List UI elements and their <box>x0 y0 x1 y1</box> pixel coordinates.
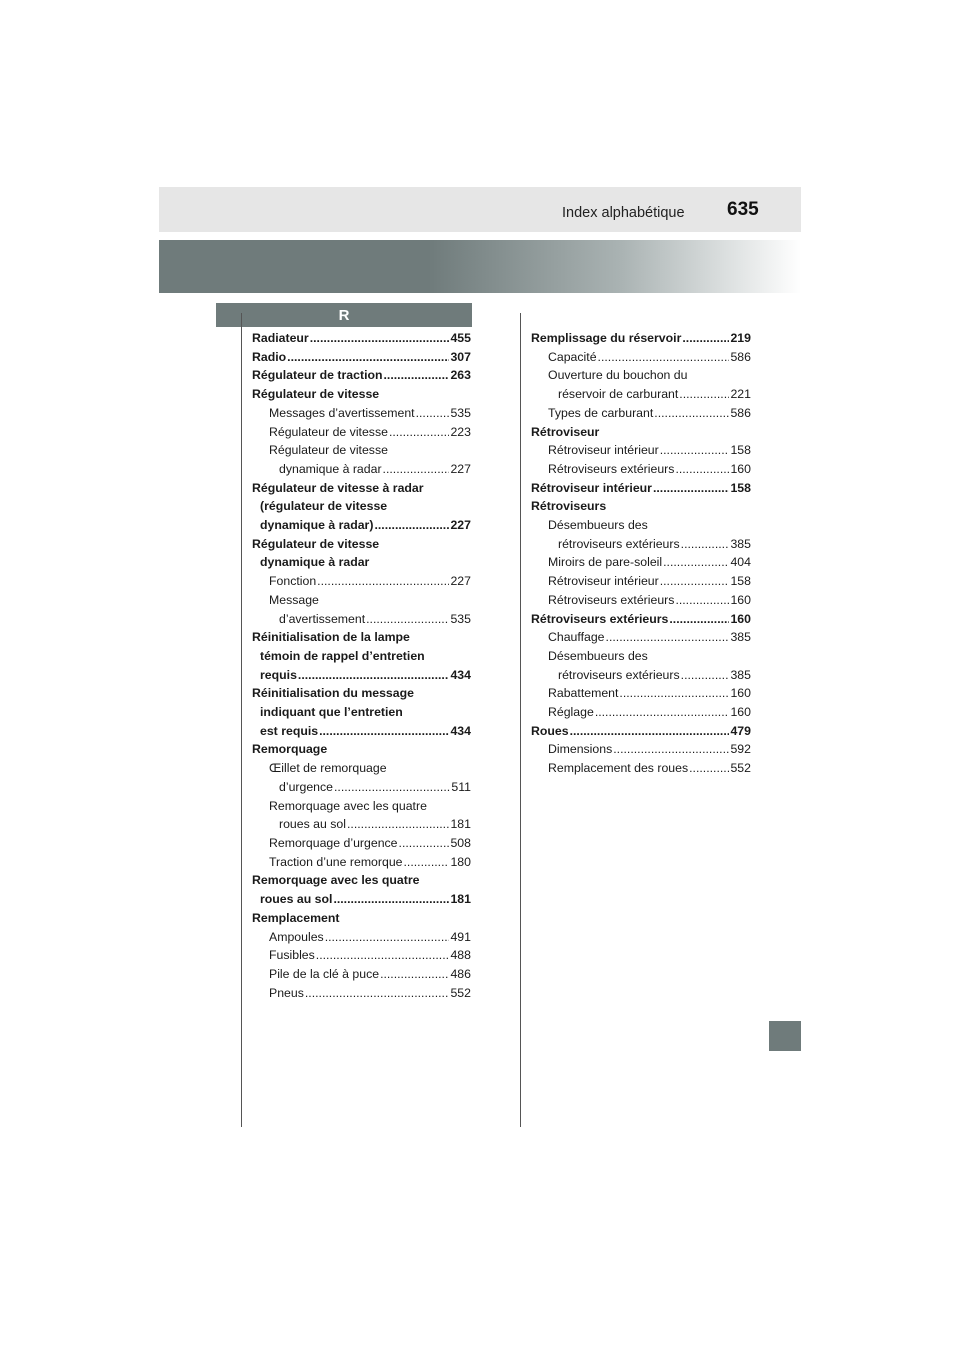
index-entry <box>252 647 471 666</box>
index-entry-page: 227 <box>450 574 471 589</box>
index-entry-page: 434 <box>450 667 471 682</box>
index-entry <box>252 984 471 1003</box>
index-entry-term: Remorquage d’urgence <box>269 835 398 850</box>
index-entry-term: (régulateur de vitesse <box>260 499 388 514</box>
index-entry-term: est requis <box>260 723 319 738</box>
index-entry-term: Radiateur <box>252 331 309 345</box>
index-entry-term: Rétroviseur intérieur <box>548 443 659 458</box>
dot-leader <box>598 348 730 367</box>
index-entry-page: 223 <box>450 424 471 439</box>
dot-leader <box>383 460 450 479</box>
index-entry <box>531 740 751 759</box>
index-entry <box>252 703 471 722</box>
index-entry <box>531 535 751 554</box>
dot-leader <box>389 423 450 442</box>
header-bar <box>159 187 801 232</box>
index-entry-term: Rétroviseurs <box>531 499 607 514</box>
index-entry-page: 385 <box>730 630 751 645</box>
index-entry-term: Désembueurs des <box>548 648 648 663</box>
index-entry-term: Régulateur de vitesse <box>252 536 380 551</box>
index-entry-term: Régulateur de vitesse <box>269 443 388 458</box>
index-entry-term: Capacité <box>548 349 597 364</box>
index-entry-term: Désembueurs des <box>548 518 648 533</box>
column-divider-right <box>520 313 521 1127</box>
dot-leader <box>669 610 729 629</box>
dot-leader <box>366 610 449 629</box>
index-entry <box>252 759 471 778</box>
index-entry <box>531 366 751 385</box>
letter-heading: R <box>216 303 472 327</box>
index-entry-term: Chauffage <box>548 630 605 645</box>
dot-leader <box>310 329 450 348</box>
dot-leader <box>404 853 450 872</box>
index-entry-page: 586 <box>730 405 751 420</box>
index-entry-page: 552 <box>450 985 471 1000</box>
index-entry-term: Remorquage <box>252 742 328 757</box>
index-entry-page: 535 <box>450 405 471 420</box>
index-entry-term: Ampoules <box>269 929 324 944</box>
index-entry <box>531 759 751 778</box>
index-entry-term: Radio <box>252 349 287 364</box>
index-entry <box>252 479 471 498</box>
index-entry <box>531 628 751 647</box>
index-entry-term: Types de carburant <box>548 405 654 420</box>
index-entry-page: 479 <box>730 723 751 738</box>
index-entry <box>252 684 471 703</box>
index-entry <box>252 553 471 572</box>
dot-leader <box>416 404 450 423</box>
index-entry-term: Œillet de remorquage <box>269 761 387 776</box>
index-entry <box>252 591 471 610</box>
dot-leader <box>682 329 729 348</box>
index-entry-page: 434 <box>450 723 471 738</box>
index-entry <box>252 628 471 647</box>
index-entry-term: Remplacement des roues <box>548 761 689 776</box>
index-entry-page: 160 <box>730 461 751 476</box>
index-entry-term: Rétroviseurs extérieurs <box>531 611 669 626</box>
dot-leader <box>679 385 729 404</box>
index-entry-term: indiquant que l’entretien <box>260 705 403 720</box>
index-entry <box>531 572 751 591</box>
index-entry <box>252 404 471 423</box>
index-entry-page: 552 <box>730 761 751 776</box>
index-entry-term: Ouverture du bouchon du <box>548 368 688 383</box>
index-entry <box>252 740 471 759</box>
index-entry-term: Rétroviseur <box>531 424 600 439</box>
index-entry-page: 491 <box>450 929 471 944</box>
index-entry <box>252 516 471 535</box>
index-entry-page: 307 <box>450 349 471 364</box>
index-entry <box>252 497 471 516</box>
index-entry <box>252 329 471 348</box>
dot-leader <box>653 479 730 498</box>
column-divider-left <box>241 313 242 1127</box>
index-entry-term: Rétroviseur intérieur <box>548 574 659 589</box>
decorative-band <box>159 240 801 293</box>
dot-leader <box>675 591 729 610</box>
dot-leader <box>660 572 730 591</box>
index-entry-term: roues au sol <box>279 817 346 832</box>
index-entry <box>252 909 471 928</box>
index-entry <box>252 366 471 385</box>
dot-leader <box>334 778 450 797</box>
index-entry-term: Message <box>269 592 319 607</box>
index-entry-page: 227 <box>450 461 471 476</box>
index-entry-page: 511 <box>451 779 471 794</box>
index-entry-page: 160 <box>730 686 751 701</box>
index-entry <box>252 610 471 629</box>
chapter-tab <box>769 1021 801 1051</box>
index-entry <box>252 890 471 909</box>
index-entry <box>531 516 751 535</box>
index-entry <box>531 385 751 404</box>
index-entry-page: 181 <box>450 817 471 832</box>
index-entry-page: 385 <box>730 536 751 551</box>
index-entry <box>252 871 471 890</box>
index-entry <box>252 535 471 554</box>
index-entry <box>531 684 751 703</box>
index-entry-term: Rétroviseurs extérieurs <box>548 592 675 607</box>
index-entry-page: 404 <box>730 555 751 570</box>
index-entry <box>531 647 751 666</box>
dot-leader <box>380 965 449 984</box>
index-entry-page: 486 <box>450 966 471 981</box>
dot-leader <box>619 684 729 703</box>
index-entry <box>252 348 471 367</box>
index-entry <box>531 553 751 572</box>
dot-leader <box>333 890 449 909</box>
dot-leader <box>316 946 450 965</box>
index-entry-term: rétroviseurs extérieurs <box>558 536 680 551</box>
index-entry <box>252 722 471 741</box>
index-entry-term: dynamique à radar <box>279 461 382 476</box>
index-entry-page: 488 <box>450 948 471 963</box>
index-entry-term: réservoir de carburant <box>558 387 679 402</box>
index-entry-term: Roues <box>531 723 569 738</box>
dot-leader <box>681 666 730 685</box>
index-entry-term: Réglage <box>548 705 594 720</box>
dot-leader <box>287 348 449 367</box>
index-entry-term: d’urgence <box>279 779 334 794</box>
index-entry <box>531 666 751 685</box>
index-entry-term: requis <box>260 667 297 682</box>
index-entry <box>531 703 751 722</box>
index-entry-page: 263 <box>450 368 471 383</box>
index-entry <box>252 946 471 965</box>
index-entry <box>531 404 751 423</box>
index-entry-page: 592 <box>730 742 751 757</box>
index-entry-term: Régulateur de vitesse <box>252 387 380 402</box>
index-entry-page: 158 <box>730 574 751 589</box>
index-entry-page: 221 <box>730 387 751 402</box>
index-entry-page: 160 <box>730 611 751 626</box>
index-entry <box>531 460 751 479</box>
index-entry-term: Réinitialisation de la lampe <box>252 630 410 645</box>
index-entry-term: Régulateur de vitesse <box>269 424 388 439</box>
index-entry-page: 180 <box>450 854 471 869</box>
index-entry-term: Remplissage du réservoir <box>531 331 682 345</box>
dot-leader <box>325 928 450 947</box>
index-entry <box>252 572 471 591</box>
index-entry-term: Pile de la clé à puce <box>269 966 380 981</box>
dot-leader <box>570 722 730 741</box>
index-entry <box>252 797 471 816</box>
dot-leader <box>606 628 730 647</box>
index-entry-page: 385 <box>730 667 751 682</box>
index-entry-page: 586 <box>730 349 751 364</box>
index-entry <box>531 591 751 610</box>
index-entry-term: dynamique à radar <box>260 555 370 570</box>
index-entry-term: témoin de rappel d’entretien <box>260 648 425 663</box>
index-entry-term: Remorquage avec les quatre <box>252 873 420 888</box>
index-entry <box>531 348 751 367</box>
index-entry-term: Messages d’avertissement <box>269 405 415 420</box>
dot-leader <box>374 516 449 535</box>
index-entry-term: Rétroviseur intérieur <box>531 480 652 495</box>
index-entry <box>531 329 751 348</box>
index-entry <box>252 928 471 947</box>
dot-leader <box>660 441 730 460</box>
index-entry-page: 227 <box>450 518 471 533</box>
index-entry-term: Fonction <box>269 574 317 589</box>
index-entry-term: Miroirs de pare-soleil <box>548 555 663 570</box>
dot-leader <box>399 834 450 853</box>
dot-leader <box>347 815 449 834</box>
index-entry-term: Réinitialisation du message <box>252 686 414 701</box>
dot-leader <box>384 366 450 385</box>
index-entry-term: Remorquage avec les quatre <box>269 798 427 813</box>
index-entry <box>252 778 471 797</box>
index-entry-page: 219 <box>730 331 751 345</box>
index-entry <box>252 385 471 404</box>
index-column-left <box>252 329 471 1002</box>
index-entry-page: 508 <box>450 835 471 850</box>
index-entry-page: 455 <box>450 331 471 345</box>
dot-leader <box>305 984 450 1003</box>
index-entry-page: 158 <box>730 443 751 458</box>
index-column-right <box>531 329 751 778</box>
dot-leader <box>595 703 730 722</box>
index-entry-page: 160 <box>730 592 751 607</box>
dot-leader <box>681 535 730 554</box>
index-entry <box>531 423 751 442</box>
dot-leader <box>663 553 729 572</box>
index-entry-term: Dimensions <box>548 742 613 757</box>
dot-leader <box>613 740 729 759</box>
index-entry <box>252 815 471 834</box>
index-entry-term: d’avertissement <box>279 611 366 626</box>
index-entry-term: Rabattement <box>548 686 619 701</box>
index-entry-term: Régulateur de traction <box>252 368 383 383</box>
index-entry-term: roues au sol <box>260 892 333 907</box>
dot-leader <box>298 666 450 685</box>
dot-leader <box>675 460 729 479</box>
section-title: Index alphabétique <box>562 205 685 221</box>
index-entry <box>252 666 471 685</box>
dot-leader <box>689 759 729 778</box>
page-number: 635 <box>727 199 759 220</box>
index-entry <box>531 722 751 741</box>
index-entry <box>252 834 471 853</box>
index-entry-term: Remplacement <box>252 910 340 925</box>
index-entry-term: Pneus <box>269 985 304 1000</box>
index-entry-page: 181 <box>450 892 471 907</box>
index-entry <box>252 965 471 984</box>
index-entry <box>531 610 751 629</box>
index-entry <box>252 460 471 479</box>
dot-leader <box>654 404 729 423</box>
index-entry <box>531 497 751 516</box>
index-entry-page: 158 <box>730 480 751 495</box>
index-entry <box>531 479 751 498</box>
dot-leader <box>317 572 449 591</box>
index-entry-term: dynamique à radar) <box>260 518 374 533</box>
index-entry <box>252 423 471 442</box>
index-entry-term: rétroviseurs extérieurs <box>558 667 680 682</box>
index-entry-term: Fusibles <box>269 948 315 963</box>
index-entry-term: Rétroviseurs extérieurs <box>548 461 675 476</box>
index-entry <box>252 853 471 872</box>
index-entry <box>531 441 751 460</box>
index-entry <box>252 441 471 460</box>
index-entry-term: Régulateur de vitesse à radar <box>252 480 424 495</box>
dot-leader <box>319 722 449 741</box>
index-entry-term: Traction d’une remorque <box>269 854 403 869</box>
index-entry-page: 535 <box>450 611 471 626</box>
index-entry-page: 160 <box>730 705 751 720</box>
